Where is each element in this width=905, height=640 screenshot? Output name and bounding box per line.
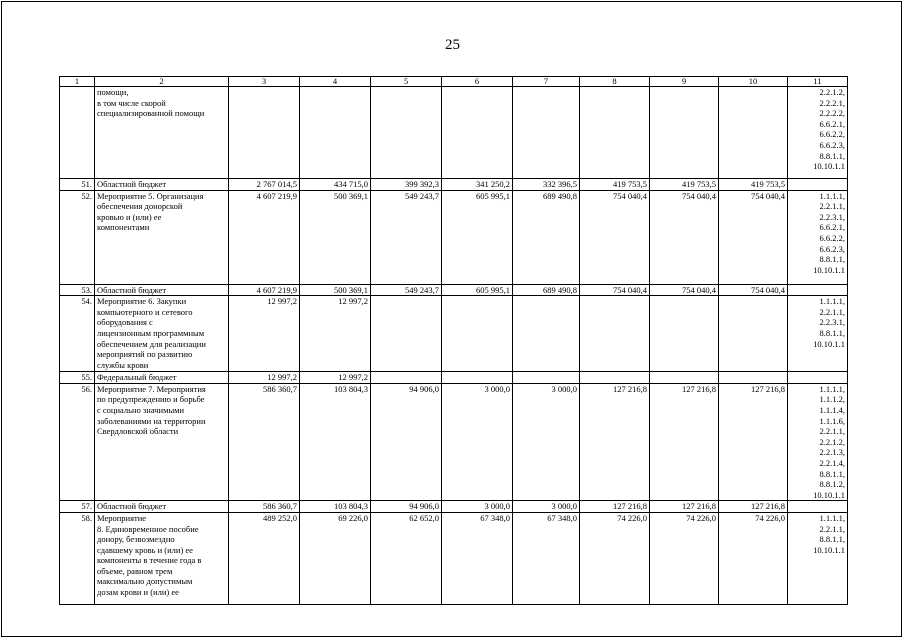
target-code: 1.1.1.1, — [819, 296, 845, 307]
row-name — [95, 501, 229, 513]
row-name-line: сдавшему кровь и (или) ее — [97, 544, 193, 555]
value-cell — [513, 87, 580, 179]
value-cell — [442, 87, 513, 179]
column-header: 4 — [300, 77, 371, 87]
target-code: 10.10.1.1 — [813, 264, 845, 275]
target-code: 2.2.1.2, — [819, 87, 845, 97]
target-code: 8.8.1.1, — [819, 150, 845, 161]
column-header-row — [60, 77, 848, 87]
row-name-line: максимально допустимым — [97, 576, 193, 587]
value-cell: 489 252,0 — [229, 512, 300, 604]
row-name-line: лицензионным программным — [97, 327, 205, 338]
table-row — [60, 87, 848, 179]
value-cell: 69 226,0 — [300, 512, 371, 604]
value-cell: 12 997,2 — [229, 372, 300, 384]
value-cell: 754 040,4 — [719, 190, 788, 284]
row-name-line: помощи, — [97, 87, 129, 97]
value-cell: 4 607 219,9 — [229, 284, 300, 296]
value-cell — [650, 296, 719, 372]
target-code: 1.1.1.6, — [819, 415, 845, 426]
value-cell — [371, 372, 442, 384]
value-cell: 74 226,0 — [580, 512, 650, 604]
value-cell: 754 040,4 — [650, 190, 719, 284]
row-name-line: мероприятий по развитию — [97, 349, 193, 360]
row-name-line: заболеваниями на территории — [97, 415, 206, 426]
row-name-line: Мероприятие 7. Мероприятия — [97, 383, 206, 394]
value-cell: 127 216,8 — [650, 383, 719, 501]
column-header: 3 — [229, 77, 300, 87]
value-cell: 74 226,0 — [650, 512, 719, 604]
value-cell: 419 753,5 — [580, 179, 650, 191]
row-name-line: Мероприятие 6. Закупки — [97, 296, 187, 307]
value-cell — [650, 87, 719, 179]
value-cell: 12 997,2 — [300, 372, 371, 384]
target-code: 1.1.1.4, — [819, 404, 845, 415]
target-codes — [788, 179, 848, 191]
table-row — [60, 179, 848, 191]
target-codes — [788, 296, 848, 372]
value-cell: 94 906,0 — [371, 383, 442, 501]
row-name-line: в том числе скорой — [97, 97, 166, 108]
row-name-line: обеспечения донорской — [97, 201, 183, 212]
value-cell: 94 906,0 — [371, 501, 442, 513]
target-code: 10.10.1.1 — [813, 161, 845, 172]
target-code: 6.6.2.3, — [819, 243, 845, 254]
value-cell — [513, 372, 580, 384]
row-name-line: компьютерного и сетевого — [97, 306, 193, 317]
target-code: 6.6.2.2, — [819, 129, 845, 140]
row-number: 56. — [60, 383, 95, 501]
table-row — [60, 296, 848, 372]
target-code: 8.8.1.1, — [819, 327, 845, 338]
value-cell — [719, 372, 788, 384]
row-number: 58. — [60, 512, 95, 604]
target-code: 6.6.2.1, — [819, 118, 845, 129]
row-name — [95, 512, 229, 604]
target-code: 2.2.2.1, — [819, 97, 845, 108]
value-cell: 549 243,7 — [371, 190, 442, 284]
value-cell: 586 360,7 — [229, 501, 300, 513]
value-cell: 67 348,0 — [513, 512, 580, 604]
row-number — [60, 87, 95, 179]
target-codes — [788, 512, 848, 604]
row-number: 52. — [60, 190, 95, 284]
table-row — [60, 512, 848, 604]
value-cell — [513, 296, 580, 372]
row-name-line: дозам крови и (или) ее — [97, 587, 179, 598]
value-cell: 754 040,4 — [580, 284, 650, 296]
value-cell: 127 216,8 — [580, 501, 650, 513]
target-code: 8.8.1.1, — [819, 254, 845, 265]
value-cell: 500 369,1 — [300, 190, 371, 284]
column-header: 9 — [650, 77, 719, 87]
value-cell — [229, 87, 300, 179]
table-row — [60, 372, 848, 384]
row-name-line: объеме, равном трем — [97, 565, 173, 576]
target-codes — [788, 501, 848, 513]
value-cell: 4 607 219,9 — [229, 190, 300, 284]
value-cell: 419 753,5 — [650, 179, 719, 191]
row-name-line: Свердловской области — [97, 426, 179, 437]
target-code: 1.1.1.1, — [819, 190, 845, 201]
value-cell: 74 226,0 — [719, 512, 788, 604]
target-codes — [788, 372, 848, 384]
target-code: 1.1.1.2, — [819, 394, 845, 405]
value-cell — [442, 296, 513, 372]
target-code: 2.2.1.1, — [819, 201, 845, 212]
row-name-line: Областной бюджет — [97, 284, 167, 295]
target-code: 2.2.3.1, — [819, 317, 845, 328]
row-name-line: Мероприятие — [97, 512, 147, 523]
target-code: 10.10.1.1 — [813, 338, 845, 349]
target-code: 2.2.1.1, — [819, 523, 845, 534]
row-name-line: Федеральный бюджет — [97, 372, 177, 383]
row-name-line: компонентами — [97, 222, 150, 233]
value-cell — [371, 296, 442, 372]
target-code: 2.2.1.1, — [819, 426, 845, 437]
row-name-line: компоненты в течение года в — [97, 555, 202, 566]
target-code: 10.10.1.1 — [813, 489, 845, 500]
value-cell — [371, 87, 442, 179]
table-row — [60, 190, 848, 284]
row-name-line: оборудования с — [97, 317, 153, 328]
target-code: 6.6.2.2, — [819, 232, 845, 243]
row-name-line: по предупреждению и борьбе — [97, 394, 205, 405]
value-cell: 127 216,8 — [650, 501, 719, 513]
column-header: 7 — [513, 77, 580, 87]
target-code: 2.2.1.4, — [819, 457, 845, 468]
row-name-line: Областной бюджет — [97, 501, 167, 512]
value-cell — [580, 296, 650, 372]
target-codes — [788, 190, 848, 284]
program-table — [59, 76, 848, 605]
value-cell: 754 040,4 — [650, 284, 719, 296]
row-name — [95, 87, 229, 179]
target-code: 8.8.1.2, — [819, 479, 845, 490]
value-cell: 103 804,3 — [300, 501, 371, 513]
value-cell: 605 995,1 — [442, 190, 513, 284]
target-code: 8.8.1.1, — [819, 468, 845, 479]
value-cell: 341 250,2 — [442, 179, 513, 191]
value-cell: 399 392,3 — [371, 179, 442, 191]
target-codes — [788, 383, 848, 501]
value-cell — [580, 87, 650, 179]
row-name — [95, 372, 229, 384]
column-header: 1 — [60, 77, 95, 87]
row-name-line: Областной бюджет — [97, 179, 167, 189]
value-cell: 127 216,8 — [580, 383, 650, 501]
row-number: 53. — [60, 284, 95, 296]
row-name — [95, 284, 229, 296]
value-cell: 500 369,1 — [300, 284, 371, 296]
target-code: 1.1.1.1, — [819, 383, 845, 394]
row-name-line: Мероприятие 5. Организация — [97, 190, 204, 201]
value-cell: 2 767 014,5 — [229, 179, 300, 191]
value-cell: 419 753,5 — [719, 179, 788, 191]
row-number: 57. — [60, 501, 95, 513]
target-code: 6.6.2.3, — [819, 139, 845, 150]
target-codes — [788, 87, 848, 179]
value-cell — [719, 296, 788, 372]
target-code: 6.6.2.1, — [819, 222, 845, 233]
column-header: 11 — [788, 77, 848, 87]
table-row — [60, 284, 848, 296]
table-row — [60, 501, 848, 513]
value-cell: 689 490,8 — [513, 190, 580, 284]
value-cell: 3 000,0 — [442, 501, 513, 513]
column-header: 2 — [95, 77, 229, 87]
value-cell — [650, 372, 719, 384]
target-codes — [788, 284, 848, 296]
value-cell: 689 490,8 — [513, 284, 580, 296]
row-name — [95, 383, 229, 501]
row-name — [95, 190, 229, 284]
row-name-line: службы крови — [97, 359, 149, 370]
row-number: 55. — [60, 372, 95, 384]
value-cell: 3 000,0 — [442, 383, 513, 501]
value-cell: 3 000,0 — [513, 383, 580, 501]
value-cell — [719, 87, 788, 179]
row-name-line: 8. Единовременное пособие — [97, 523, 199, 534]
target-code: 2.2.1.1, — [819, 306, 845, 317]
column-header: 5 — [371, 77, 442, 87]
row-name-line: донору, безвозмездно — [97, 534, 175, 545]
row-name-line: с социально значимыми — [97, 404, 185, 415]
value-cell: 434 715,0 — [300, 179, 371, 191]
target-code: 2.2.1.2, — [819, 436, 845, 447]
target-code: 2.2.2.2, — [819, 108, 845, 119]
row-name-line: кровью и (или) ее — [97, 211, 162, 222]
row-name-line: специализированной помощи — [97, 108, 205, 119]
row-name-line: обеспечением для реализации — [97, 338, 206, 349]
target-code: 10.10.1.1 — [813, 544, 845, 555]
page-number: 25 — [445, 37, 460, 53]
value-cell: 332 396,5 — [513, 179, 580, 191]
target-code: 8.8.1.1, — [819, 534, 845, 545]
target-code: 2.2.3.1, — [819, 211, 845, 222]
value-cell: 754 040,4 — [719, 284, 788, 296]
column-header: 6 — [442, 77, 513, 87]
value-cell: 12 997,2 — [229, 296, 300, 372]
value-cell: 549 243,7 — [371, 284, 442, 296]
value-cell: 127 216,8 — [719, 501, 788, 513]
target-code: 2.2.1.3, — [819, 447, 845, 458]
value-cell: 754 040,4 — [580, 190, 650, 284]
value-cell: 62 652,0 — [371, 512, 442, 604]
value-cell: 127 216,8 — [719, 383, 788, 501]
value-cell — [300, 87, 371, 179]
value-cell: 3 000,0 — [513, 501, 580, 513]
row-number: 54. — [60, 296, 95, 372]
target-code: 1.1.1.1, — [819, 512, 845, 523]
row-name — [95, 179, 229, 191]
value-cell — [442, 372, 513, 384]
row-number: 51. — [60, 179, 95, 191]
row-name — [95, 296, 229, 372]
value-cell: 586 360,7 — [229, 383, 300, 501]
value-cell: 67 348,0 — [442, 512, 513, 604]
value-cell: 103 804,3 — [300, 383, 371, 501]
column-header: 8 — [580, 77, 650, 87]
value-cell: 605 995,1 — [442, 284, 513, 296]
table-row — [60, 383, 848, 501]
value-cell — [580, 372, 650, 384]
column-header: 10 — [719, 77, 788, 87]
value-cell: 12 997,2 — [300, 296, 371, 372]
